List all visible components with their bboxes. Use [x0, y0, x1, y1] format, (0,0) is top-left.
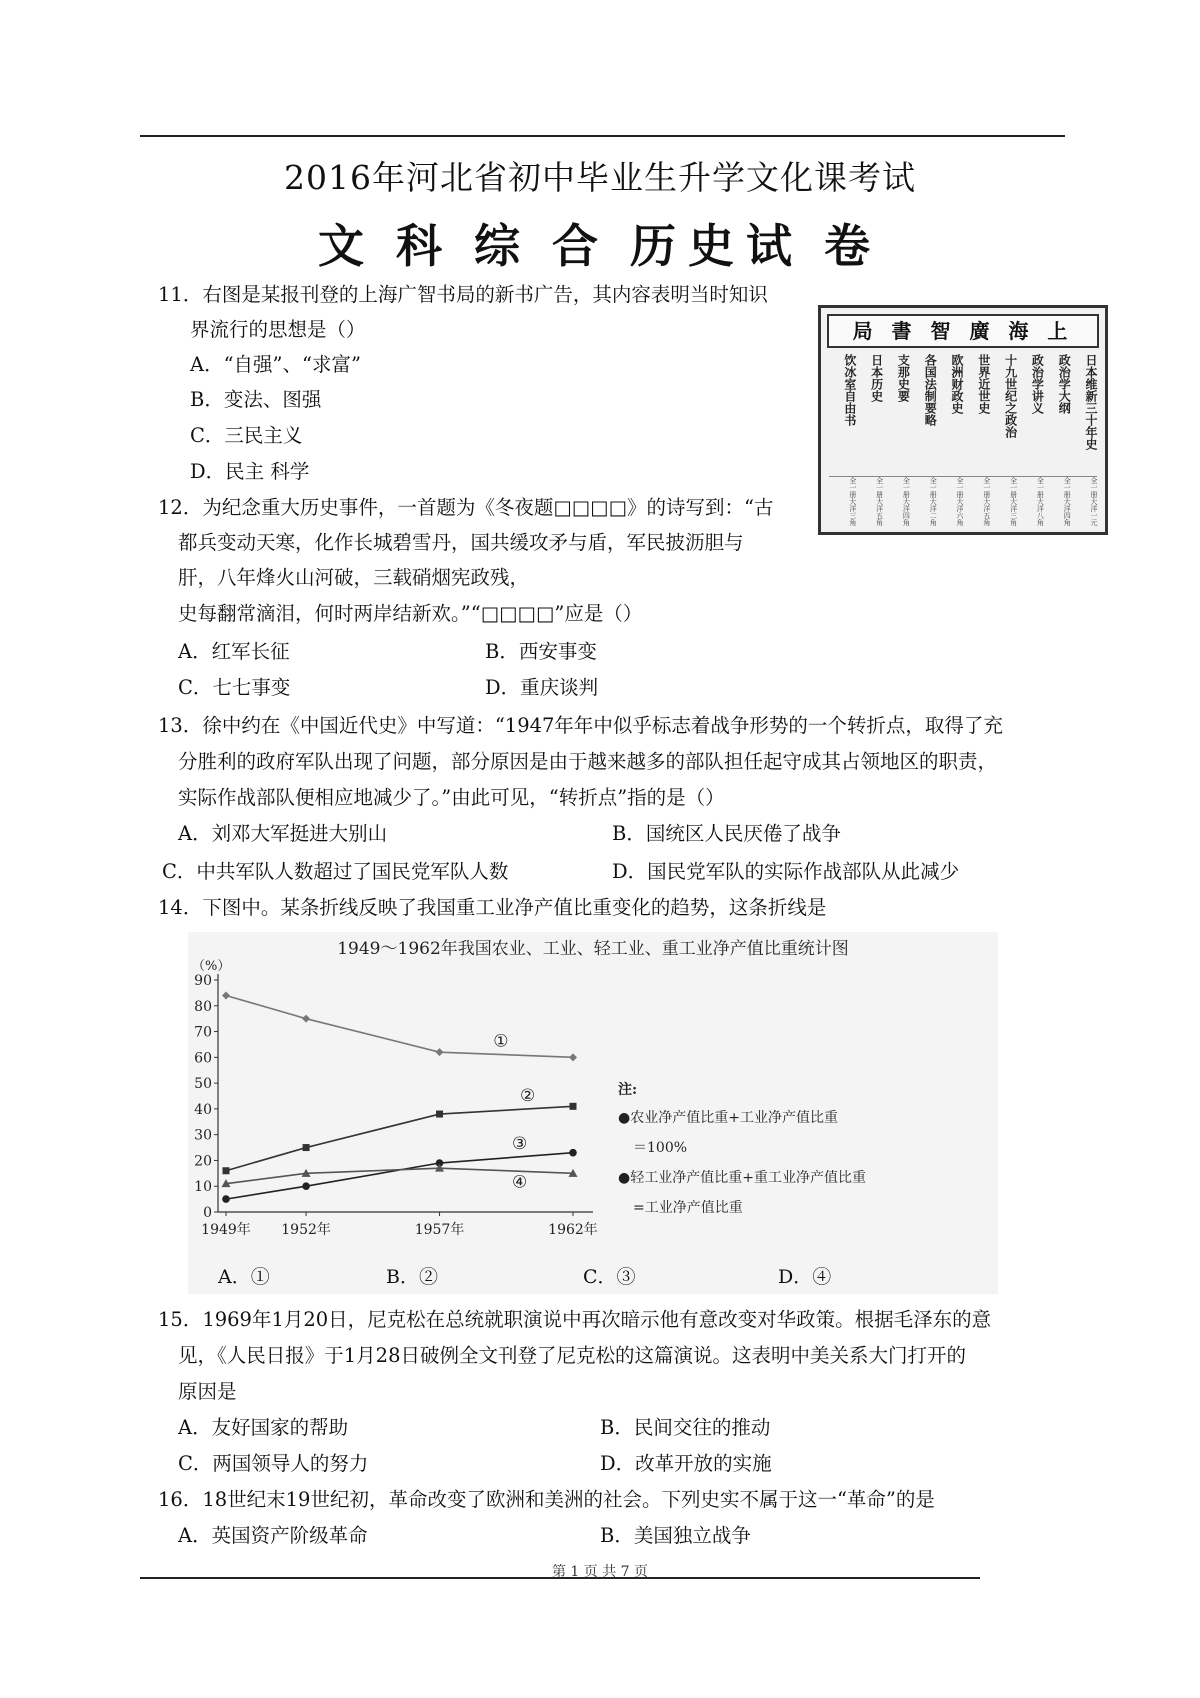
- data-point: [436, 1048, 444, 1056]
- q12-line-2: 都兵变动天寒，化作长城碧雪丹，国共缓攻矛与盾，军民披沥胆与: [178, 531, 744, 554]
- q16-option-b: B．美国独立战争: [600, 1524, 751, 1547]
- ad-book-title: 世界近世史: [976, 354, 991, 414]
- x-tick-label: 1962年: [548, 1222, 598, 1238]
- chart-note-line: =工业净产值比重: [633, 1200, 743, 1216]
- data-point: [222, 991, 230, 999]
- ad-price-columns: [829, 476, 1097, 532]
- q11-line-2: 界流行的思想是（）: [190, 318, 366, 341]
- data-point: [569, 1053, 577, 1061]
- subtitle-part: 科: [396, 219, 454, 273]
- ad-book-title: 支那史要: [896, 354, 911, 402]
- ad-price: 全一册大洋三角: [848, 477, 857, 526]
- ad-book-title: 欧洲财政史: [950, 354, 965, 414]
- subtitle-part: 合: [552, 219, 610, 273]
- q12-line-4: 史每翻常滴泪，何时两岸结新欢。”“□□□□”应是（）: [178, 602, 643, 625]
- subtitle-part: 历史试: [630, 219, 804, 273]
- q15-line-2: 见，《人民日报》于1月28日破例全文刊登了尼克松的这篇演说。这表明中美关系大门打开的: [178, 1344, 966, 1367]
- ad-book-title: 十九世纪之政治: [1003, 354, 1018, 438]
- data-point: [302, 1015, 310, 1023]
- ad-book-columns: [829, 354, 1097, 474]
- chart-title: 1949～1962年我国农业、工业、轻工业、重工业净产值比重统计图: [337, 939, 849, 959]
- subtitle-part: 综: [474, 219, 532, 273]
- data-point: [303, 1144, 310, 1151]
- data-point: [302, 1182, 310, 1190]
- q11-option-a: A．“自强”、“求富”: [190, 353, 361, 376]
- data-point: [569, 1149, 577, 1157]
- series-label: ②: [519, 1085, 536, 1106]
- q12-option-b: B．西安事变: [485, 640, 597, 663]
- q11-option-d: D．民主 科学: [190, 460, 310, 483]
- chart-note-line: ●轻工业净产值比重+重工业净产值比重: [618, 1170, 866, 1186]
- q16-line: 16．18世纪末19世纪初，革命改变了欧洲和美洲的社会。下列史实不属于这一“革命”的是: [158, 1488, 935, 1511]
- y-tick-label: 80: [194, 998, 212, 1015]
- series-line: [226, 995, 573, 1057]
- ad-book-title: 饮冰室自由书: [842, 354, 857, 426]
- ad-price: 全一册大洋三角: [1009, 477, 1018, 526]
- ad-header: 局 書 智 廣 海 上: [827, 314, 1099, 348]
- series-label: ④: [511, 1172, 528, 1193]
- ad-price: 全一册大洋六角: [956, 477, 965, 526]
- y-tick-label: 20: [194, 1153, 212, 1170]
- q11-option-c: C．三民主义: [190, 424, 303, 447]
- q11-line-1: 11．右图是某报刊登的上海广智书局的新书广告，其内容表明当时知识: [158, 283, 768, 306]
- exam-title: 2016年河北省初中毕业生升学文化课考试: [284, 158, 916, 197]
- x-tick-label: 1949年: [201, 1222, 251, 1238]
- top-rule: [140, 135, 1065, 137]
- ad-price: 全一册大洋四角: [902, 477, 911, 526]
- q13-option-d: D．国民党军队的实际作战部队从此减少: [612, 860, 960, 883]
- ad-price: 全一册大洋五角: [982, 477, 991, 526]
- data-point: [570, 1103, 577, 1110]
- y-tick-label: 40: [194, 1101, 212, 1118]
- ad-price: 全一册大洋二角: [929, 477, 938, 526]
- q13-line-3: 实际作战部队便相应地减少了。”由此可见，“转折点”指的是（）: [178, 786, 725, 809]
- chart-note-line: ●农业净产值比重+工业净产值比重: [618, 1110, 838, 1126]
- q15-option-a: A．友好国家的帮助: [178, 1416, 349, 1439]
- series-label: ①: [493, 1031, 509, 1052]
- series-label: ③: [511, 1133, 528, 1154]
- ad-price: 全一册大洋四角: [1063, 477, 1072, 526]
- y-tick-label: 10: [194, 1179, 212, 1196]
- chart-note-line: ＝100%: [633, 1140, 688, 1156]
- q14-option-b: B．②: [386, 1266, 438, 1288]
- ad-price: 全一册大洋一元: [1090, 477, 1098, 526]
- q16-option-a: A．英国资产阶级革命: [178, 1524, 368, 1547]
- q12-option-c: C．七七事变: [178, 676, 291, 699]
- subtitle-part: 文: [318, 219, 376, 273]
- data-point: [223, 1167, 230, 1174]
- q13-option-c: C．中共军队人数超过了国民党军队人数: [162, 860, 509, 883]
- q12-line-3: 肝，八年烽火山河破，三载硝烟宪政残，: [178, 566, 530, 589]
- q15-line-1: 15．1969年1月20日，尼克松在总统就职演说中再次暗示他有意改变对华政策。根据毛泽东的意: [158, 1308, 992, 1331]
- data-point: [436, 1111, 443, 1118]
- y-tick-label: 60: [194, 1050, 212, 1067]
- q15-option-c: C．两国领导人的努力: [178, 1452, 369, 1475]
- ad-book-title: 日本历史: [869, 354, 884, 402]
- ad-book-title: 政治学大纲: [1057, 354, 1072, 414]
- q12-option-d: D．重庆谈判: [485, 676, 599, 699]
- q12-line-1: 12．为纪念重大历史事件，一首题为《冬夜题□□□□》的诗写到：“古: [158, 496, 774, 519]
- q11-option-b: B．变法、图强: [190, 388, 322, 411]
- newspaper-ad-image: [818, 305, 1108, 535]
- q14-option-c: C．③: [583, 1266, 636, 1288]
- q15-option-b: B．民间交往的推动: [600, 1416, 771, 1439]
- q13-option-b: B．国统区人民厌倦了战争: [612, 822, 841, 845]
- y-tick-label: 70: [194, 1024, 212, 1041]
- q13-line-2: 分胜利的政府军队出现了问题，部分原因是由于越来越多的部队担任起守成其占领地区的职责，: [178, 750, 998, 773]
- y-tick-label: 0: [203, 1205, 212, 1221]
- y-axis-label: （%）: [192, 959, 231, 974]
- ad-book-title: 各国法制要略: [923, 354, 938, 426]
- x-tick-label: 1952年: [281, 1222, 331, 1238]
- ad-price: 全一册大洋八角: [1036, 477, 1045, 526]
- y-tick-label: 90: [194, 973, 212, 989]
- y-tick-label: 30: [194, 1127, 212, 1144]
- q13-option-a: A．刘邓大军挺进大别山: [178, 822, 388, 845]
- exam-subtitle: [0, 210, 1200, 276]
- line-chart: [188, 932, 998, 1294]
- ad-price: 全一册大洋五角: [875, 477, 884, 526]
- y-tick-label: 50: [194, 1076, 212, 1093]
- ad-book-title: 政治学讲义: [1030, 354, 1045, 414]
- q12-option-a: A．红军长征: [178, 640, 290, 663]
- q14-line: 14．下图中。某条折线反映了我国重工业净产值比重变化的趋势，这条折线是: [158, 896, 827, 919]
- page-footer: 第 1 页 共 7 页: [551, 1564, 649, 1580]
- x-tick-label: 1957年: [414, 1222, 465, 1238]
- q13-line-1: 13．徐中约在《中国近代史》中写道：“1947年年中似乎标志着战争形势的一个转折点，取得了充: [158, 714, 1003, 737]
- q15-option-d: D．改革开放的实施: [600, 1452, 772, 1475]
- chart-note-heading: 注:: [618, 1082, 638, 1098]
- q15-line-3: 原因是: [178, 1380, 237, 1403]
- q14-option-a: A．①: [218, 1266, 270, 1288]
- subtitle-part: 卷: [824, 219, 882, 273]
- ad-book-title: 日本维新三十年史: [1084, 354, 1098, 450]
- q14-option-d: D．④: [778, 1266, 832, 1288]
- data-point: [222, 1195, 230, 1203]
- chart-panel: [188, 932, 998, 1294]
